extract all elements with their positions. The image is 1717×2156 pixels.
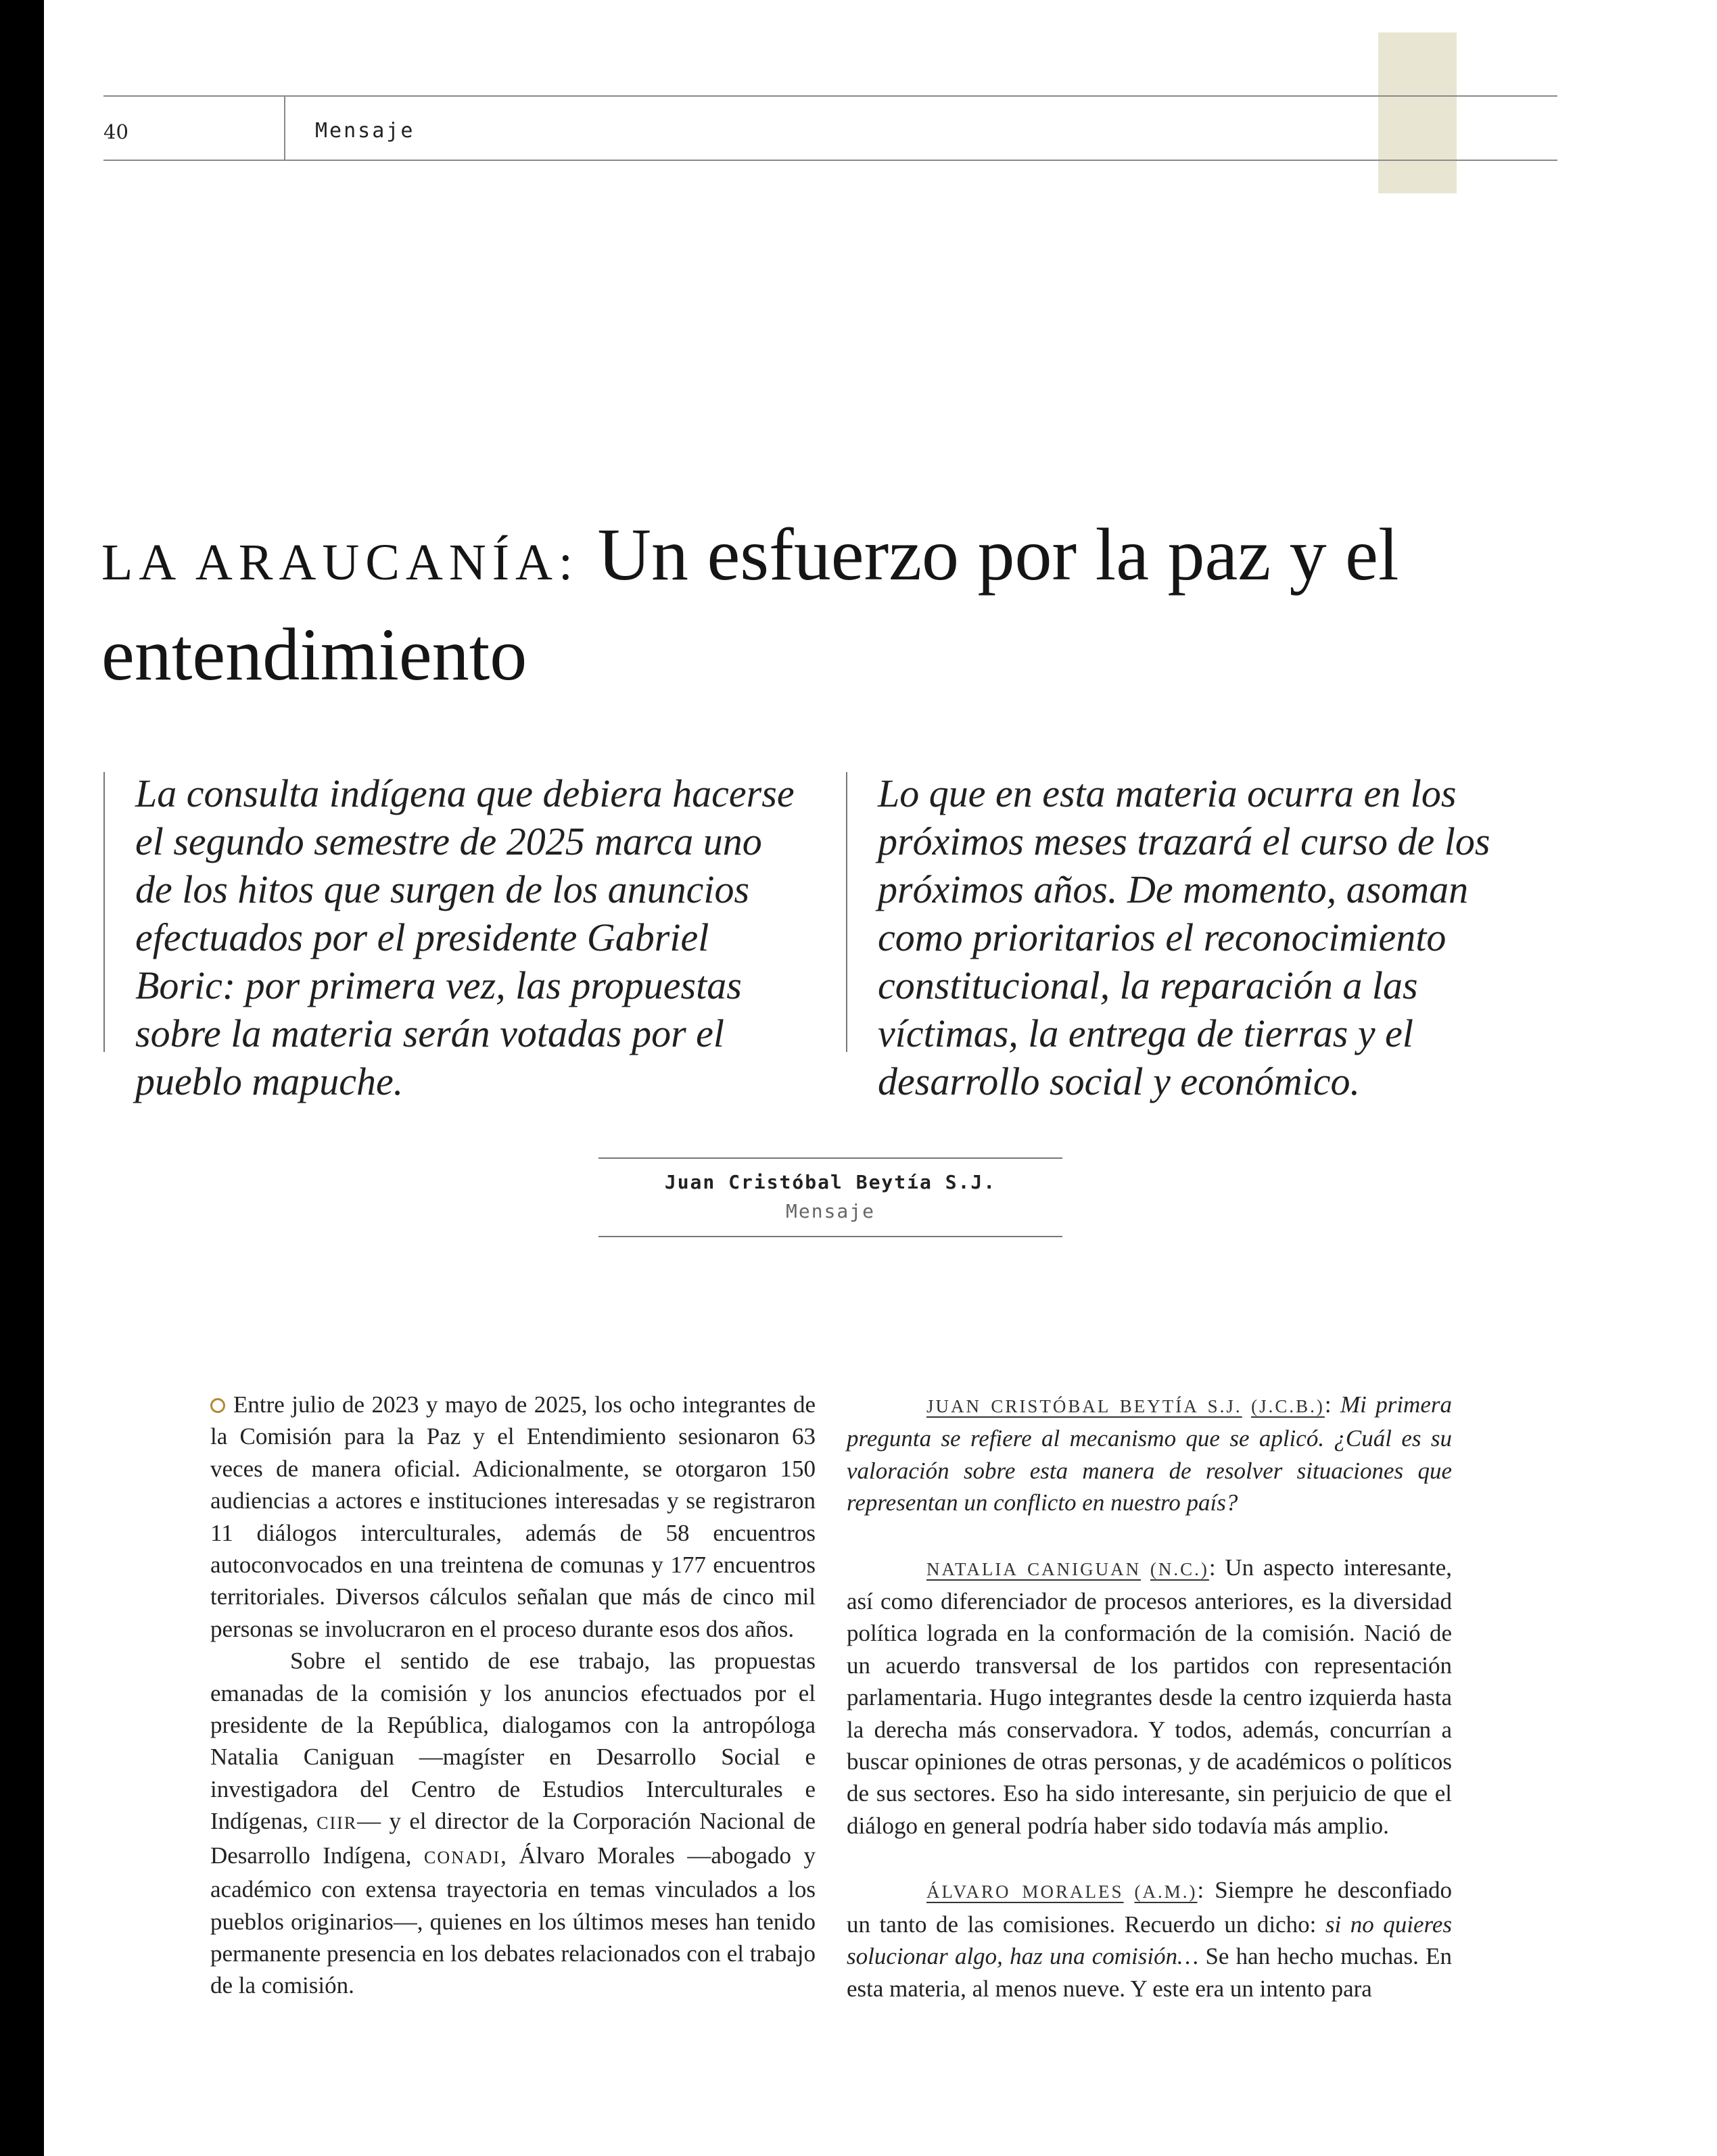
context-paragraph: Sobre el sentido de ese trabajo, las propuestas emanadas de la comisión y los anuncios efectuados por el presidente de la República, dialogamos con la antropóloga Natalia Caniguan —magíster en Desarrollo Social e investigadora del Centro de Estudios Interculturales e Indígenas, CIIR— y el director de la Corporación Nacional de Desarrollo Indígena, CONADI, Álvaro Morales —abogado y académico con extensa trayectoria en temas vinculados a los pueblos originarios—, quienes en los últimos meses han tenido permanente presencia en los debates relacionados con el trabajo de la comisión. bbox=[210, 1648, 816, 1999]
standfirst-right-text: Lo que en esta materia ocurra en los próximos meses trazará el curso de los próximos años. De momento, asoman como prioritarios el reconocimiento constitucional, la reparación a las víctimas, la entrega de tierras y el desarrollo social y económico. bbox=[878, 771, 1490, 1103]
initials-am: (A.M.) bbox=[1134, 1882, 1198, 1902]
answer-caniguan: NATALIA CANIGUAN (N.C.): Un aspecto interesante, así como diferenciador de procesos anteriores, es la diversidad política lograda en la conformación de la comisión. Nació de un acuerdo transversal de los partidos con representación parlamentaria. Hugo integrantes desde la centro izquierda hasta la derecha más conservadora. Y todos, además, concurrían a buscar opiniones de otras personas, y de académicos o políticos de sus sectores. Eso ha sido interesante, sin perjuicio de que el diálogo en general podría haber sido todavía más amplio. bbox=[847, 1554, 1452, 1839]
initials-jcb: (J.C.B.) bbox=[1251, 1396, 1325, 1416]
byline-box bbox=[598, 1157, 1062, 1237]
black-page-edge bbox=[0, 0, 44, 2156]
article-title bbox=[101, 508, 1488, 700]
acronym-conadi: CONADI bbox=[424, 1847, 501, 1867]
speaker-jcb: JUAN CRISTÓBAL BEYTÍA S.J. bbox=[926, 1396, 1242, 1416]
header-bottom-rule bbox=[103, 160, 1557, 161]
title-rest: Un esfuerzo por la paz y el entendimiento bbox=[101, 513, 1399, 696]
question-text: Mi primera pregunta se refiere al mecanismo que se aplicó. ¿Cuál es su valoración sobre esta manera de resolver situaciones que representan un conflicto en nuestro país? bbox=[847, 1391, 1452, 1516]
standfirst-left-text: La consulta indígena que debiera hacerse el segundo semestre de 2025 marca uno de los hitos que surgen de los anuncios efectuados por el presidente Gabriel Boric: por primera vez, las propuestas sobre la materia serán votadas por el pueblo mapuche. bbox=[135, 771, 795, 1103]
header-divider bbox=[284, 95, 285, 160]
acronym-ciir: CIIR bbox=[316, 1813, 358, 1834]
body-column-left bbox=[210, 1389, 816, 2002]
section-tab-marker bbox=[1378, 32, 1457, 193]
intro-paragraph: Entre julio de 2023 y mayo de 2025, los ocho integrantes de la Comisión para la Paz y el Entendimiento sesionaron 63 veces de manera oficial. Adicionalmente, se otorgaron 150 audiencias a actores e instituciones interesadas y se registraron 11 diálogos interculturales, además de 58 encuentros autoconvocados en una treintena de comunas y 177 encuentros territoriales. Diversos cálculos señalan que más de cinco mil personas se involucraron en el proceso durante esos dos años. bbox=[210, 1391, 816, 1642]
section-name: Mensaje bbox=[315, 119, 415, 143]
quoted-saying: si no quieres solucionar algo, haz una comisión… bbox=[847, 1911, 1453, 1970]
initials-nc: (N.C.) bbox=[1150, 1558, 1209, 1579]
header-top-rule bbox=[103, 95, 1557, 97]
standfirst-right bbox=[878, 769, 1561, 1105]
interview-question: JUAN CRISTÓBAL BEYTÍA S.J. (J.C.B.): Mi primera pregunta se refiere al mecanismo que se aplicó. ¿Cuál es su valoración sobre esta manera de resolver situaciones que representan un conflicto en nuestro país? bbox=[847, 1391, 1452, 1516]
speaker-am: ÁLVARO MORALES bbox=[926, 1882, 1124, 1902]
standfirst-left bbox=[135, 769, 801, 1105]
standfirst-right-bar bbox=[846, 772, 847, 1052]
author-name: Juan Cristóbal Beytía S.J. bbox=[664, 1171, 997, 1193]
standfirst-left-bar bbox=[103, 772, 105, 1052]
body-column-right bbox=[847, 1389, 1452, 2005]
byline-publication: Mensaje bbox=[785, 1200, 875, 1222]
ornament-icon bbox=[210, 1398, 225, 1413]
page-number: 40 bbox=[103, 120, 128, 143]
speaker-nc: NATALIA CANIGUAN bbox=[926, 1558, 1142, 1579]
answer-morales: ÁLVARO MORALES (A.M.): Siempre he desconfiado un tanto de las comisiones. Recuerdo un dicho: si no quieres solucionar algo, haz una comisión… Se han hecho muchas. En esta materia, al menos nueve. Y este era un intento para bbox=[847, 1877, 1453, 2002]
title-lead: LA ARAUCANÍA: bbox=[101, 534, 580, 591]
